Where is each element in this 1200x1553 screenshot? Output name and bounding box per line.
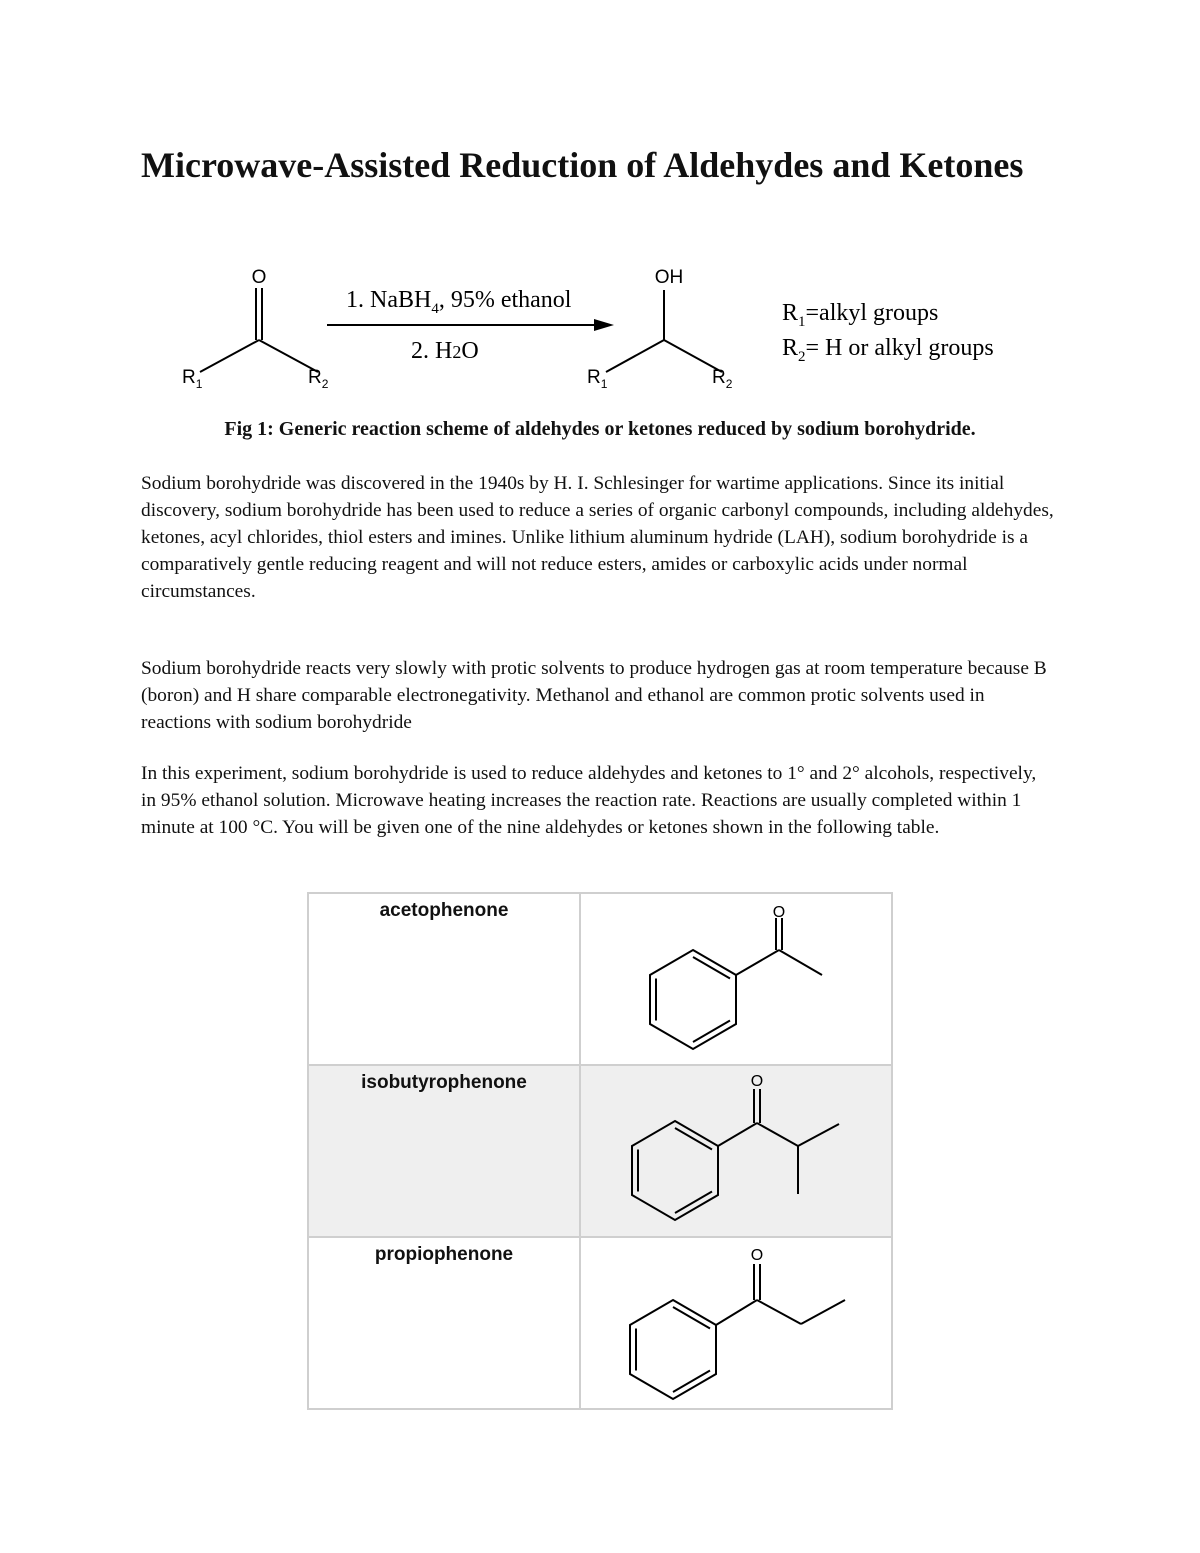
isobutyrophenone-structure — [581, 1066, 891, 1230]
condition-step-1: 1. NaBH$_4$, 95% ethanol — [346, 287, 572, 317]
paragraph: In this experiment, sodium borohydride is used to reduce aldehydes and ketones to 1° and 2° alcohols, respectively, in 95% ethanol solution. Microwave heating increases the reaction rate. Reactions are usually completed within 1 minute at 100 °C. You will be given one of the nine aldehydes or ketones shown in the following table. — [141, 763, 1037, 838]
r1-definition: $R_1=alkyl$ groups — [782, 300, 939, 330]
r2-definition: $R_2= H$ or alkyl groups — [782, 335, 994, 365]
compound-name: propiophenone — [308, 1237, 580, 1409]
oxygen-label: O — [750, 1073, 764, 1090]
condition-step-2: 2. H2O — [411, 338, 479, 364]
reactant-r2-label: $R_2$ — [308, 367, 329, 391]
compound-name: isobutyrophenone — [308, 1065, 580, 1237]
table-row — [308, 1237, 892, 1409]
propiophenone-structure — [581, 1238, 891, 1402]
compound-structure-cell — [580, 893, 892, 1065]
table-row — [308, 893, 892, 1065]
oxygen-label: O — [772, 904, 786, 921]
product-r2-label: $R_2$ — [712, 367, 733, 391]
compound-structure-cell — [580, 1237, 892, 1409]
reaction-arrow — [327, 319, 614, 331]
acetophenone-structure — [581, 894, 891, 1058]
compound-structure-cell — [580, 1065, 892, 1237]
compound-name: acetophenone — [308, 893, 580, 1065]
reactant-oxygen-label: O — [251, 267, 267, 288]
document-title: Microwave-Assisted Reduction of Aldehydes and Ketones — [141, 145, 1024, 185]
paragraph: Sodium borohydride reacts very slowly with protic solvents to produce hydrogen gas at room temperature because B (boron) and H share comparable electronegativity. Methanol and ethanol are common protic solvents used in reactions with sodium borohydride — [141, 658, 1047, 733]
reaction-scheme — [170, 258, 1050, 398]
paragraph: Sodium borohydride was discovered in the 1940s by H. I. Schlesinger for wartime applications. Since its initial discovery, sodium borohydride has been used to reduce a series of organic carbonyl compounds, including aldehydes, ketones, acyl chlorides, thiol esters and imines. Unlike lithium aluminum hydride (LAH), sodium borohydride is a comparatively gentle reducing reagent and will not reduce esters, amides or carboxylic acids under normal circumstances. — [141, 473, 1054, 602]
figure-caption: Fig 1: Generic reaction scheme of aldehydes or ketones reduced by sodium borohydride. — [224, 418, 976, 440]
compound-table — [307, 892, 893, 1410]
reactant-r1-label: $R_1$ — [182, 367, 203, 391]
product-hydroxyl-label: OH — [654, 267, 684, 288]
oxygen-label: O — [750, 1247, 764, 1264]
table-row — [308, 1065, 892, 1237]
product-structure — [606, 290, 722, 372]
reactant-structure — [200, 288, 318, 372]
product-r1-label: $R_1$ — [587, 367, 608, 391]
